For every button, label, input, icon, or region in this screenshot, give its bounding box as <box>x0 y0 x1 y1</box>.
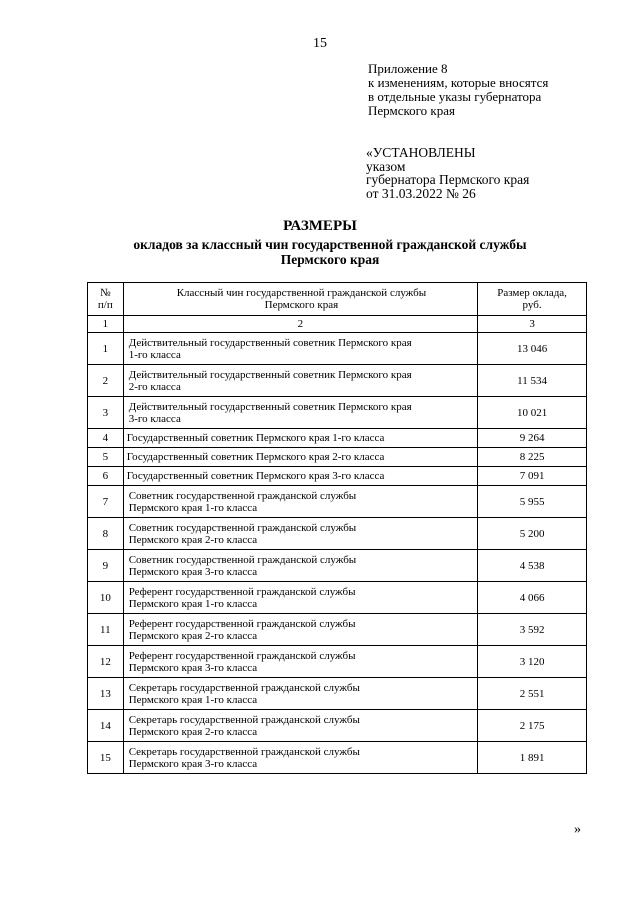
rank-name <box>123 486 477 518</box>
rank-line: Референт государственной гражданской службы <box>128 585 356 598</box>
header-salary <box>478 283 587 316</box>
row-number: 15 <box>88 742 124 774</box>
rank-line: Государственный советник Пермского края 2-го класса <box>126 451 385 463</box>
table-row <box>88 742 587 774</box>
salary-value: 5 200 <box>478 518 587 550</box>
appendix-line: в отдельные указы губернатора <box>368 89 542 104</box>
established-line: «УСТАНОВЛЕНЫ <box>366 145 476 160</box>
subtitle-line: Пермского края <box>280 252 380 267</box>
table-row <box>88 710 587 742</box>
table-row <box>88 365 587 397</box>
established-block <box>366 146 529 200</box>
established-line: губернатора Пермского края <box>366 172 530 187</box>
established-line: указом <box>366 158 406 174</box>
salary-value: 3 592 <box>478 614 587 646</box>
row-number: 3 <box>88 397 124 429</box>
salary-value: 9 264 <box>478 429 587 448</box>
salary-value: 7 091 <box>478 467 587 486</box>
header-text: Пермского края <box>264 299 339 311</box>
appendix-block <box>368 62 548 118</box>
rank-line: Государственный советник Пермского края 1-го класса <box>126 432 385 444</box>
appendix-line: Приложение 8 <box>368 61 448 76</box>
header-number <box>88 283 124 316</box>
row-number: 12 <box>88 646 124 678</box>
column-number-row <box>88 316 587 333</box>
rank-name <box>123 518 477 550</box>
appendix-line: Пермского края <box>368 103 455 118</box>
row-number: 6 <box>88 467 124 486</box>
rank-line: Советник государственной гражданской службы <box>128 521 357 534</box>
salary-value: 8 225 <box>478 448 587 467</box>
rank-name <box>123 678 477 710</box>
rank-line: 3-го класса <box>128 412 181 425</box>
table-row <box>88 518 587 550</box>
header-text: п/п <box>97 299 113 311</box>
rank-line: Пермского края 1-го класса <box>128 693 258 706</box>
row-number: 1 <box>88 333 124 365</box>
header-text: руб. <box>522 299 542 311</box>
table-row <box>88 397 587 429</box>
rank-line: Советник государственной гражданской службы <box>128 553 357 566</box>
row-number: 5 <box>88 448 124 467</box>
closing-quote: » <box>574 822 581 837</box>
table-row <box>88 467 587 486</box>
rank-name <box>123 467 477 486</box>
rank-line: 1-го класса <box>128 348 181 361</box>
salary-value: 10 021 <box>478 397 587 429</box>
header-rank <box>123 283 477 316</box>
column-number: 2 <box>123 316 477 333</box>
row-number: 4 <box>88 429 124 448</box>
row-number: 10 <box>88 582 124 614</box>
column-number: 3 <box>478 316 587 333</box>
subtitle-line: окладов за классный чин государственной гражданской службы <box>133 237 527 252</box>
row-number: 14 <box>88 710 124 742</box>
table-row <box>88 486 587 518</box>
row-number: 13 <box>88 678 124 710</box>
salary-value: 13 046 <box>478 333 587 365</box>
table-row <box>88 550 587 582</box>
rank-name <box>123 429 477 448</box>
rank-line: Действительный государственный советник Пермского края <box>128 368 412 381</box>
header-text: № <box>100 287 111 299</box>
document-title: РАЗМЕРЫ <box>283 218 357 234</box>
table-row <box>88 614 587 646</box>
salary-value: 4 066 <box>478 582 587 614</box>
salary-value: 4 538 <box>478 550 587 582</box>
salary-value: 2 175 <box>478 710 587 742</box>
row-number: 11 <box>88 614 124 646</box>
rank-name <box>123 333 477 365</box>
table-row <box>88 582 587 614</box>
rank-line: Пермского края 1-го класса <box>128 501 258 514</box>
rank-line: Пермского края 3-го класса <box>128 757 258 770</box>
header-text: Классный чин государственной гражданской службы <box>176 287 427 299</box>
table-row <box>88 678 587 710</box>
rank-line: Действительный государственный советник Пермского края <box>128 400 412 413</box>
table-body <box>88 333 587 774</box>
salary-value: 11 534 <box>478 365 587 397</box>
table-row <box>88 429 587 448</box>
row-number: 8 <box>88 518 124 550</box>
rank-line: Референт государственной гражданской службы <box>128 649 356 662</box>
salary-value: 3 120 <box>478 646 587 678</box>
table-row <box>88 646 587 678</box>
rank-line: Пермского края 3-го класса <box>128 661 258 674</box>
document-subtitle <box>80 237 580 267</box>
salary-table <box>87 282 587 774</box>
rank-line: 2-го класса <box>128 380 181 393</box>
rank-name <box>123 646 477 678</box>
rank-name <box>123 397 477 429</box>
row-number: 2 <box>88 365 124 397</box>
table-header-row <box>88 283 587 316</box>
rank-line: Пермского края 2-го класса <box>128 725 258 738</box>
rank-name <box>123 550 477 582</box>
rank-line: Секретарь государственной гражданской службы <box>128 681 360 694</box>
rank-line: Советник государственной гражданской службы <box>128 489 357 502</box>
rank-line: Секретарь государственной гражданской службы <box>128 713 360 726</box>
rank-line: Секретарь государственной гражданской службы <box>128 745 360 758</box>
rank-line: Референт государственной гражданской службы <box>128 617 356 630</box>
salary-value: 5 955 <box>478 486 587 518</box>
rank-line: Действительный государственный советник Пермского края <box>128 336 412 349</box>
appendix-line: к изменениям, которые вносятся <box>368 75 549 90</box>
rank-name <box>123 365 477 397</box>
row-number: 9 <box>88 550 124 582</box>
salary-value: 1 891 <box>478 742 587 774</box>
salary-value: 2 551 <box>478 678 587 710</box>
rank-line: Государственный советник Пермского края 3-го класса <box>126 470 385 482</box>
row-number: 7 <box>88 486 124 518</box>
rank-line: Пермского края 1-го класса <box>128 597 258 610</box>
rank-name <box>123 742 477 774</box>
column-number: 1 <box>88 316 124 333</box>
rank-line: Пермского края 3-го класса <box>128 565 258 578</box>
header-text: Размер оклада, <box>497 287 567 299</box>
rank-line: Пермского края 2-го класса <box>128 629 258 642</box>
rank-name <box>123 614 477 646</box>
page-number: 15 <box>313 36 327 51</box>
table-row <box>88 333 587 365</box>
rank-line: Пермского края 2-го класса <box>128 533 258 546</box>
rank-name <box>123 710 477 742</box>
rank-name <box>123 582 477 614</box>
rank-name <box>123 448 477 467</box>
table-row <box>88 448 587 467</box>
established-line: от 31.03.2022 № 26 <box>366 185 476 201</box>
